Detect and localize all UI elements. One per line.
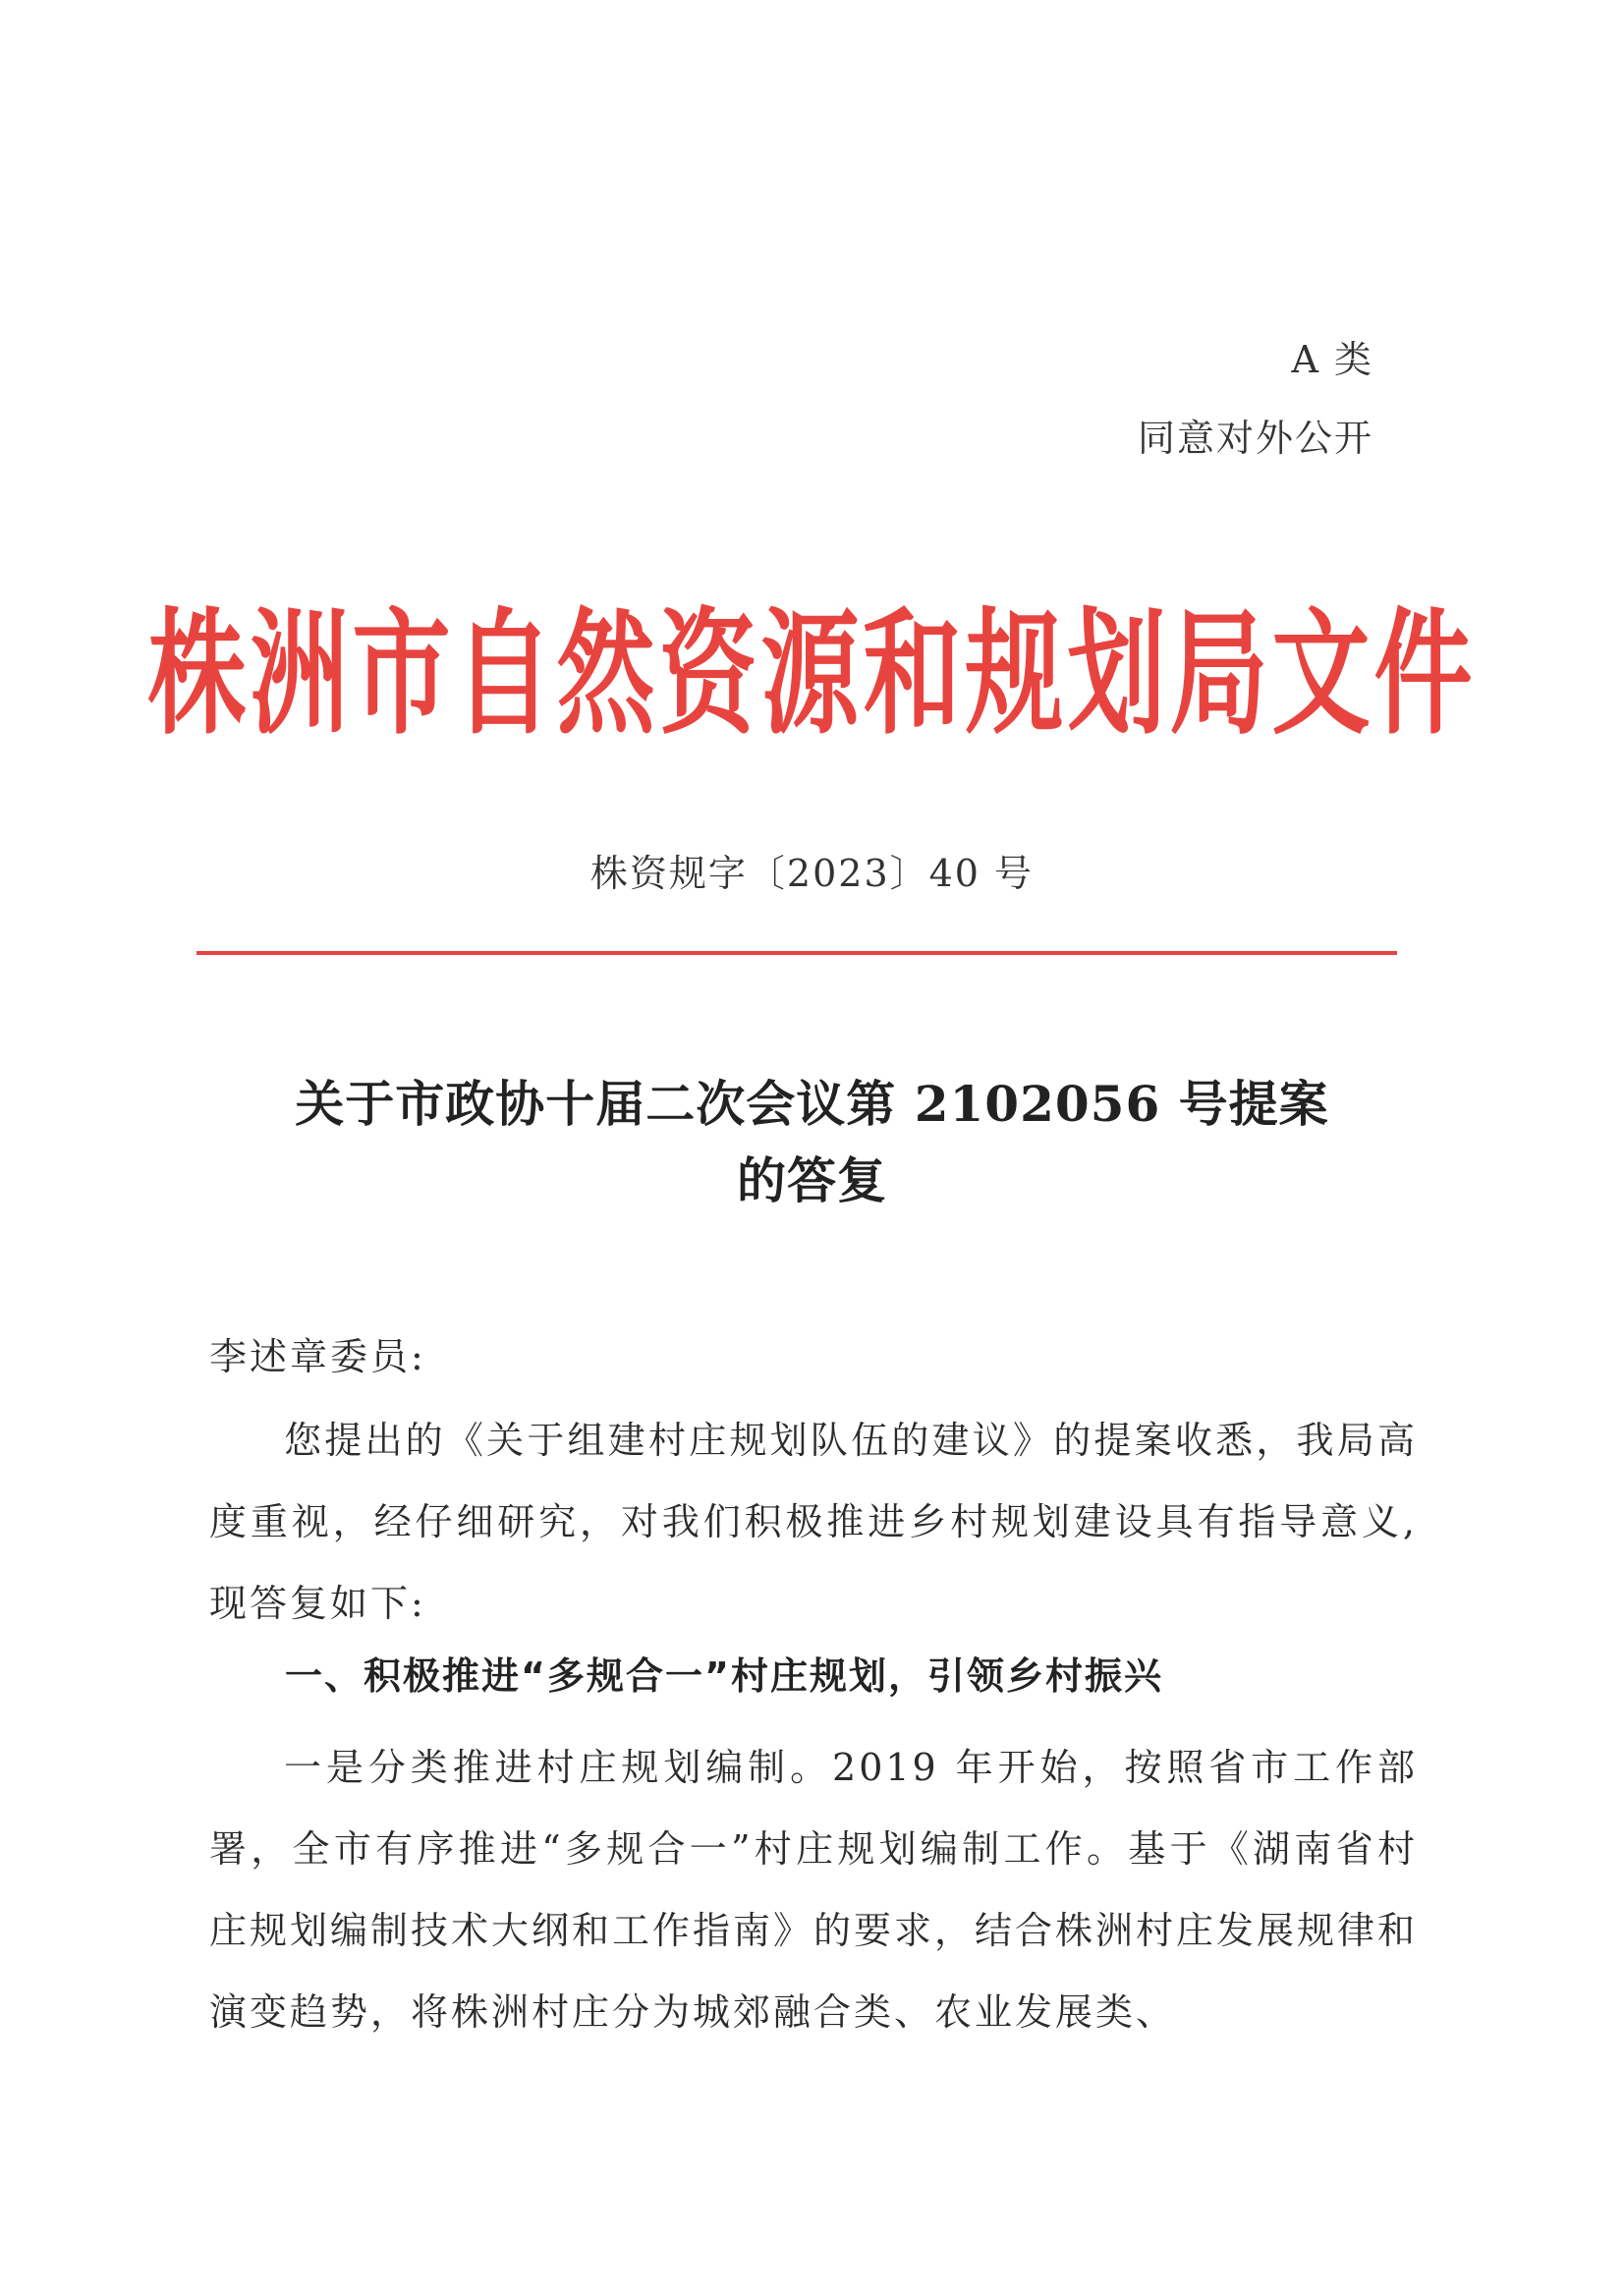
- body-paragraph-2: 一是分类推进村庄规划编制。2019 年开始，按照省市工作部署，全市有序推进“多规合一”村庄规划编制工作。基于《湖南省村庄规划编制技术大纲和工作指南》的要求，结合株洲村庄发展规律和演变趋势，将株洲村庄分为城郊融合类、农业发展类、: [209, 1746, 1419, 2034]
- agency-header-title: 株洲市自然资源和规划局文件: [147, 594, 1477, 754]
- body-paragraph-1: 您提出的《关于组建村庄规划队伍的建议》的提案收悉，我局高度重视，经仔细研究，对我们积极推进乡村规划建设具有指导意义,现答复如下:: [209, 1419, 1418, 1625]
- reply-title-line2: 的答复: [737, 1151, 887, 1209]
- disclosure-label: 同意对外公开: [1137, 417, 1373, 460]
- section-heading-1: 一、积极推进“多规合一”村庄规划，引领乡村振兴: [285, 1654, 1163, 1698]
- reply-title: [0, 1066, 1624, 1219]
- document-number: 株资规字〔2023〕40 号: [589, 852, 1035, 895]
- classification-label: A 类: [1291, 338, 1373, 381]
- salutation: 李述章委员:: [209, 1335, 426, 1378]
- red-divider-line: [196, 951, 1397, 955]
- reply-title-line1: 关于市政协十届二次会议第 2102056 号提案: [295, 1075, 1329, 1133]
